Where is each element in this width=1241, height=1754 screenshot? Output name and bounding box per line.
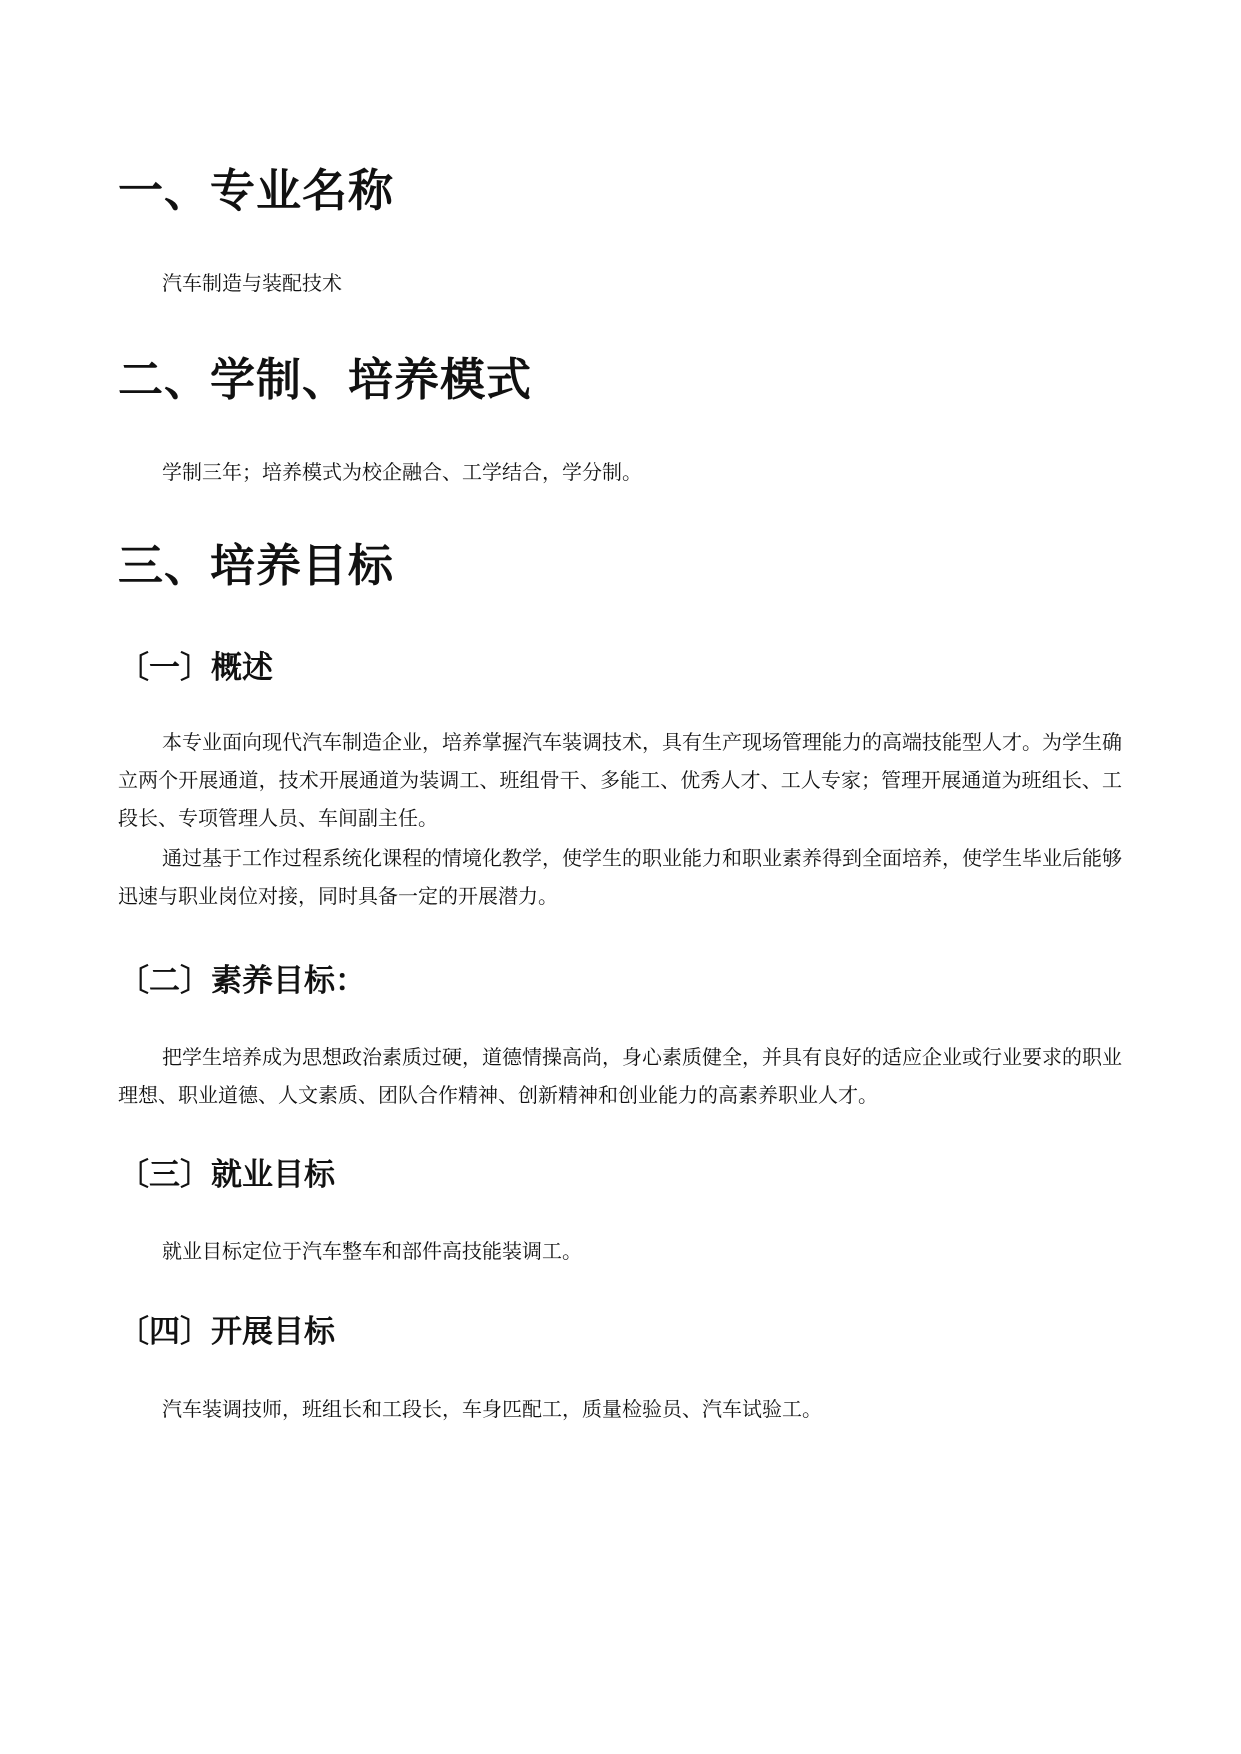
quality-goals-paragraph: 把学生培养成为思想政治素质过硬，道德情操高尚，身心素质健全，并具有良好的适应企业或行业要求的职业理想、职业道德、人文素质、团队合作精神、创新精神和创业能力的高素养职业人才。 — [118, 1045, 1122, 1107]
section-heading-major-name: 一、专业名称 — [118, 164, 395, 217]
subsection-heading-quality-goals: 〔二〕素养目标： — [118, 963, 366, 999]
overview-paragraph-1: 本专业面向现代汽车制造企业，培养掌握汽车装调技术，具有生产现场管理能力的高端技能型人才。为学生确立两个开展通道，技术开展通道为装调工、班组骨干、多能工、优秀人才、工人专家；管理开展通道为班组长、工段长、专项管理人员、车间副主任。 — [118, 730, 1122, 830]
employment-goals-paragraph: 就业目标定位于汽车整车和部件高技能装调工。 — [162, 1239, 582, 1263]
section-heading-training-goals: 三、培养目标 — [118, 539, 395, 592]
overview-paragraph-2: 通过基于工作过程系统化课程的情境化教学，使学生的职业能力和职业素养得到全面培养，使学生毕业后能够迅速与职业岗位对接，同时具备一定的开展潜力。 — [118, 846, 1122, 908]
schooling-mode-text: 学制三年；培养模式为校企融合、工学结合，学分制。 — [162, 460, 642, 484]
subsection-heading-overview: 〔一〕概述 — [118, 650, 273, 686]
section-heading-schooling-mode: 二、学制、培养模式 — [118, 353, 533, 406]
subsection-heading-development-goals: 〔四〕开展目标 — [118, 1314, 335, 1350]
subsection-heading-employment-goals: 〔三〕就业目标 — [118, 1157, 335, 1193]
development-goals-paragraph: 汽车装调技师，班组长和工段长，车身匹配工，质量检验员、汽车试验工。 — [162, 1397, 822, 1421]
major-name-text: 汽车制造与装配技术 — [162, 271, 342, 295]
